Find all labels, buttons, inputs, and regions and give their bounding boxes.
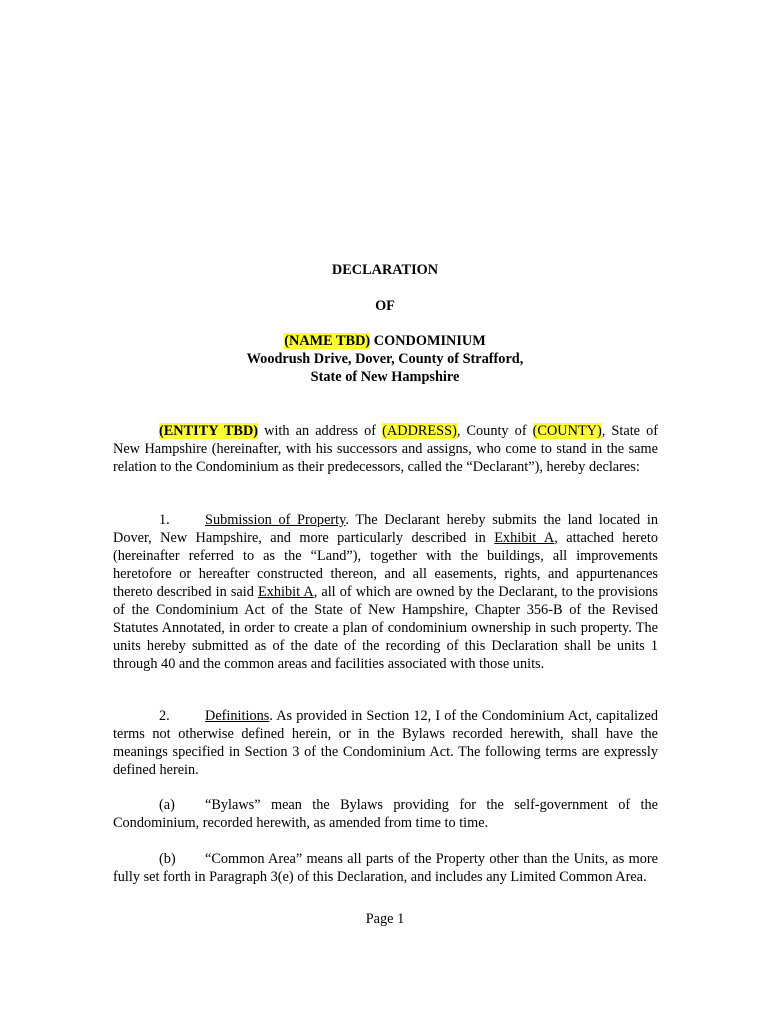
definition-b-text: “Common Area” means all parts of the Property other than the Units, as more fully set forth in Paragraph 3(e) of this Declaration, and includes any Limited Common Area. <box>113 851 658 885</box>
definition-a-label: (a) <box>159 797 175 813</box>
section-1-number: 1. <box>159 512 170 528</box>
doc-title-condominium <box>0 332 770 350</box>
definition-b-paragraph <box>113 850 658 886</box>
doc-title-block <box>0 332 770 386</box>
intro-text-c: , State of New Hampshire (hereinafter, with his successors and assigns, who come to stand in the same relation to the Condominium as their predecessors, called the “Declarant”), hereby declares: <box>113 423 658 475</box>
exhibit-a-reference-2: Exhibit A <box>257 584 314 600</box>
doc-title-state: State of New Hampshire <box>310 369 460 385</box>
doc-title-declaration: DECLARATION <box>331 262 439 278</box>
section-2-paragraph <box>113 707 658 779</box>
title-condominium-text: CONDOMINIUM <box>370 333 486 349</box>
section-1-heading: Submission of Property <box>205 512 346 528</box>
section-2-heading: Definitions <box>205 708 270 724</box>
name-placeholder: (NAME TBD) <box>284 333 371 349</box>
entity-placeholder: (ENTITY TBD) <box>159 423 259 439</box>
doc-title-of: OF <box>375 298 395 314</box>
page-number: Page 1 <box>365 911 405 927</box>
address-placeholder: (ADDRESS) <box>382 423 457 439</box>
section-1-text-a: . The Declarant hereby submits the land located in Dover, New Hampshire, and more particularly described in <box>113 512 658 546</box>
definition-b-label: (b) <box>159 851 176 867</box>
doc-title-address: Woodrush Drive, Dover, County of Strafford, <box>246 351 524 367</box>
section-1-text-c: , all of which are owned by the Declarant, to the provisions of the Condominium Act of the State of New Hampshire, Chapter 356-B of the Revised Statutes Annotated, in order to create a plan of condominium ownership in such property. The units hereby submitted as of the date of the recording of this Declaration shall be units 1 through 40 and the common areas and facilities associated with those units. <box>113 584 658 672</box>
exhibit-a-reference: Exhibit A <box>494 530 555 546</box>
section-1-text-b: , attached hereto (hereinafter referred to as the “Land”), together with the buildings, all improvements heretofore or hereafter constructed thereon, and all easements, rights, and appurtenances thereto described in said <box>113 530 659 600</box>
intro-paragraph <box>113 422 658 476</box>
intro-text-b: , County of <box>456 423 533 439</box>
county-placeholder: (COUNTY) <box>532 423 602 439</box>
section-2-text: . As provided in Section 12, I of the Condominium Act, capitalized terms not otherwise defined herein, or in the Bylaws recorded herewith, shall have the meanings specified in Section 3 of the Condominium Act. The following terms are expressly defined herein. <box>113 708 658 778</box>
section-2-number: 2. <box>159 708 170 724</box>
definition-a-text: “Bylaws” mean the Bylaws providing for the self-government of the Condominium, recorded herewith, as amended from time to time. <box>113 797 658 831</box>
section-1-paragraph <box>113 511 658 673</box>
intro-text-a: with an address of <box>258 423 383 439</box>
definition-a-paragraph <box>113 796 658 832</box>
